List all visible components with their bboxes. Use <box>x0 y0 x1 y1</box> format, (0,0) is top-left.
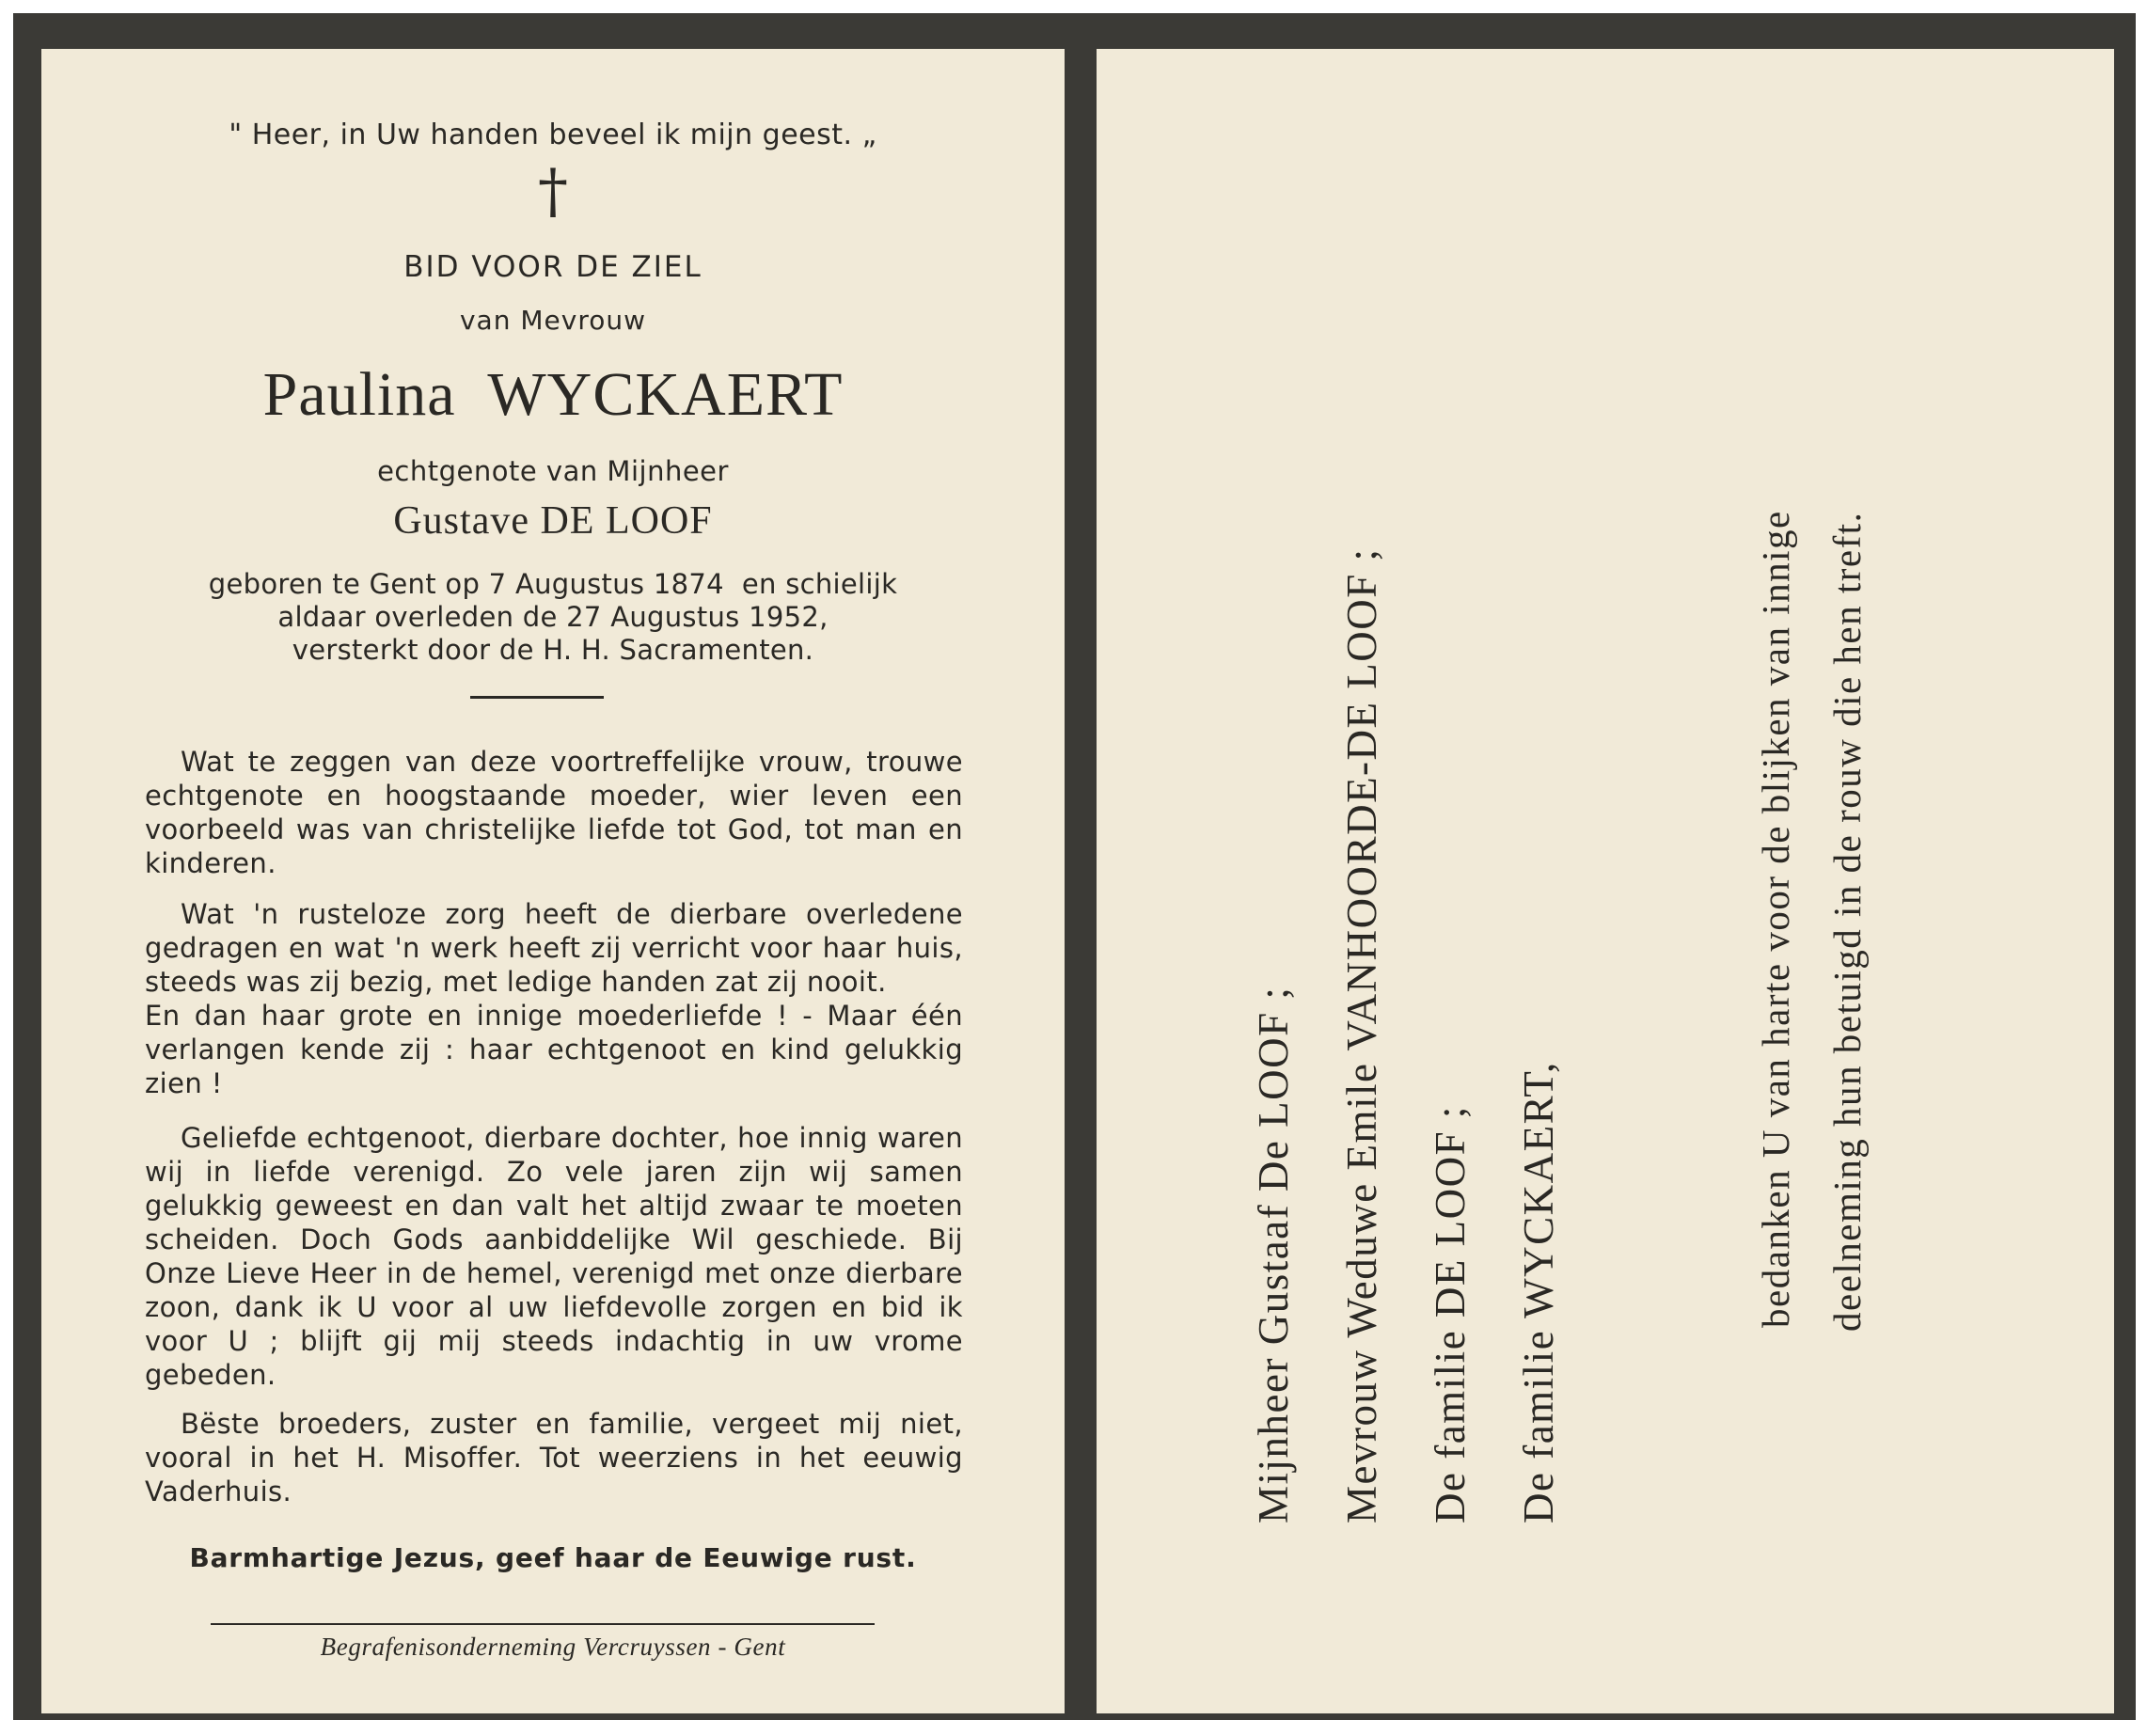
paragraph-text: En dan haar grote en innige moederliefde ! - Maar één verlangen kende zij : haar echtgenoot en kind gelukkig zien ! <box>145 1000 963 1099</box>
sacraments-line: versterkt door de H. H. Sacramenten. <box>292 634 814 666</box>
undertaker-credit: Begrafenisonderneming Vercruyssen - Gent <box>320 1633 786 1661</box>
left-page <box>41 49 1065 1713</box>
spouse-name: Gustave DE LOOF <box>393 499 713 543</box>
death-line: aldaar overleden de 27 Augustus 1952, <box>277 601 829 633</box>
family-line: De familie WYCKAERT, <box>1515 1061 1562 1523</box>
footer-rule <box>211 1623 875 1625</box>
epigraph: " Heer, in Uw handen beveel ik mijn geest. „ <box>229 118 877 151</box>
spouse-intro: echtgenote van Mijnheer <box>377 455 729 487</box>
paragraph-text: Geliefde echtgenoot, dierbare dochter, hoe innig waren wij in liefde verenigd. Zo vele jaren zijn wij samen gelukkig geweest en dan valt het altijd zwaar te moeten scheiden. Doch Gods aanbiddelijke Wil geschiede. Bij Onze Lieve Heer in de hemel, verenigd met onze dierbare zoon, dank ik U voor al uw liefdevolle zorgen en bid ik voor U ; blijft gij mij steeds indachtig in uw vrome gebeden. <box>145 1122 963 1391</box>
right-page-border <box>1078 13 2136 1720</box>
paragraph-text: Wat te zeggen van deze voortreffelijke vrouw, trouwe echtgenote en hoogstaande moeder, wier leven een voorbeeld was van christelijke liefde tot God, tot man en kinderen. <box>145 746 963 879</box>
paragraph-text: Wat 'n rusteloze zorg heeft de dierbare overledene gedragen en wat 'n werk heeft zij verricht voor haar huis, steeds was zij bezig, met ledige handen zat zij nooit. <box>145 898 963 998</box>
cross-icon: † <box>538 157 568 227</box>
deceased-name: Paulina WYCKAERT <box>262 360 844 429</box>
closing-prayer: Barmhartige Jezus, geef haar de Eeuwige rust. <box>189 1542 917 1573</box>
pray-heading: BID VOOR DE ZIEL <box>403 250 703 284</box>
title-mrs: van Mevrouw <box>459 305 646 336</box>
family-line: Mijnheer Gustaaf De LOOF ; <box>1250 986 1297 1523</box>
birth-line: geboren te Gent op 7 Augustus 1874 en schielijk <box>208 568 898 600</box>
left-page-border <box>13 13 1078 1720</box>
paragraph-farewell <box>145 1121 963 1392</box>
thanks-line: bedanken U van harte voor de blijken van innige <box>1754 510 1797 1328</box>
paragraph-family <box>145 1407 963 1508</box>
paragraph-tribute <box>145 745 963 880</box>
birth-death-info <box>41 568 1065 667</box>
paragraph-care <box>145 897 963 1100</box>
family-line: De familie DE LOOF ; <box>1427 1105 1474 1523</box>
paragraph-text: Bëste broeders, zuster en familie, vergeet mij niet, vooral in het H. Misoffer. Tot weerziens in het eeuwig Vaderhuis. <box>145 1408 963 1507</box>
right-page <box>1097 49 2114 1713</box>
divider <box>470 696 604 699</box>
family-line: Mevrouw Weduwe Emile VANHOORDE-DE LOOF ; <box>1338 547 1385 1523</box>
thanks-line: deelneming hun betuigd in de rouw die hen treft. <box>1825 511 1869 1332</box>
